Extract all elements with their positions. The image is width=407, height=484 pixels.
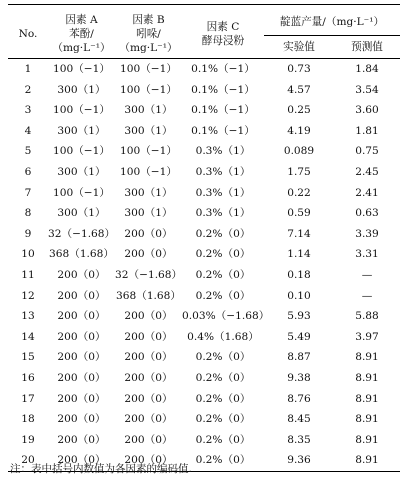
predicted-value: 3.60 [355,104,379,117]
header-predicted-label: 预测值 [351,41,383,53]
row-number: 13 [21,310,35,323]
row-number: 15 [21,351,35,364]
table-row [8,347,400,368]
factor-a-value: 100（−1） [52,145,111,158]
experimental-value: 0.18 [287,268,311,281]
table-row [8,389,400,410]
factor-b-value: 32（−1.68） [115,268,183,281]
predicted-value: 8.91 [355,454,379,467]
header-factor-a [48,5,115,59]
table-row [8,430,400,451]
predicted-value: 8.91 [355,413,379,426]
factor-c-value: 0.2%（0） [195,392,251,405]
experimental-value: 0.25 [287,104,311,117]
header-factor-b [115,5,182,59]
row-number: 10 [21,248,35,261]
table-row [8,327,400,348]
factor-b-value: 200（0） [124,351,173,364]
predicted-value: 3.97 [355,330,379,343]
row-number: 19 [21,433,35,446]
factor-a-value: 300（1） [57,124,106,137]
experimental-value: 0.089 [283,145,315,158]
table-row [8,183,400,204]
factor-c-value: 0.1%（−1） [191,124,255,137]
row-number: 3 [24,104,32,117]
row-number: 16 [21,371,35,384]
factor-c-value: 0.2%（0） [195,227,251,240]
table-body [8,59,400,472]
predicted-value: 0.63 [355,207,379,220]
header-no-label: No. [18,27,38,40]
factor-a-value: 200（0） [57,371,106,384]
row-number: 11 [21,268,35,281]
row-number: 4 [24,124,32,137]
factor-a-value: 200（0） [57,289,106,302]
row-number: 5 [24,145,32,158]
factor-c-value: 0.03%（−1.68） [182,310,270,323]
experimental-value: 4.19 [287,124,311,137]
table-row [8,121,400,142]
header-factor-c-substance: 酵母浸粉 [201,34,245,47]
factor-c-value: 0.2%（0） [195,454,251,467]
factor-b-value: 300（1） [124,124,173,137]
header-factor-c [182,5,264,59]
factor-b-value: 200（0） [124,454,173,467]
experimental-value: 1.14 [287,248,311,261]
experimental-value: 9.36 [287,454,311,467]
factor-b-value: 100（−1） [119,83,178,96]
experimental-value: 1.75 [287,165,311,178]
factor-b-value: 100（−1） [119,63,178,75]
predicted-value: — [361,268,373,281]
experiment-table [8,4,400,472]
factor-b-value: 200（0） [124,413,173,426]
row-number: 20 [21,454,35,467]
factor-a-value: 300（1） [57,83,106,96]
factor-c-value: 0.3%（1） [195,165,251,178]
table-row [8,244,400,265]
factor-b-value: 300（1） [124,104,173,117]
table-row [8,59,400,80]
table-row [8,162,400,183]
header-factor-b-unit: （mg·L⁻¹） [119,41,178,54]
row-number: 6 [24,165,32,178]
table-row [8,409,400,430]
factor-b-value: 200（0） [124,227,173,240]
row-number: 1 [24,63,32,75]
factor-a-value: 200（0） [57,413,106,426]
factor-a-value: 200（0） [57,330,106,343]
factor-c-value: 0.2%（0） [195,268,251,281]
factor-a-value: 300（1） [57,165,106,178]
predicted-value: 2.45 [355,165,379,178]
factor-c-value: 0.2%（0） [195,289,251,302]
header-factor-b-name: 因素 B [132,13,165,26]
factor-b-value: 200（0） [124,310,173,323]
factor-c-value: 0.2%（0） [195,351,251,364]
row-number: 2 [24,83,32,96]
experimental-value: 7.14 [287,227,311,240]
factor-b-value: 200（0） [124,392,173,405]
predicted-value: 5.88 [355,310,379,323]
factor-a-value: 300（1） [57,207,106,220]
factor-a-value: 200（0） [57,310,106,323]
header-indigo-yield-label: 靛蓝产量/（mg·L⁻¹） [279,16,385,28]
predicted-value: 1.84 [355,63,379,75]
factor-c-value: 0.2%（0） [195,371,251,384]
factor-a-value: 200（0） [57,454,106,467]
factor-b-value: 200（0） [124,371,173,384]
factor-b-value: 300（1） [124,186,173,199]
experimental-value: 5.93 [287,310,311,323]
experimental-value: 8.76 [287,392,311,405]
factor-c-value: 0.1%（−1） [191,63,255,75]
table-row [8,141,400,162]
factor-b-value: 200（0） [124,433,173,446]
header-indigo-yield [264,5,400,36]
header-factor-a-substance: 苯酚/ [69,27,94,40]
experimental-value: 0.59 [287,207,311,220]
factor-c-value: 0.2%（0） [195,413,251,426]
experimental-value: 0.10 [287,289,311,302]
row-number: 17 [21,392,35,405]
factor-c-value: 0.2%（0） [195,248,251,261]
header-factor-c-name: 因素 C [206,20,240,33]
factor-b-value: 368（1.68） [116,289,181,302]
table-row [8,100,400,121]
factor-a-value: 100（−1） [52,104,111,117]
factor-c-value: 0.3%（1） [195,145,251,158]
row-number: 12 [21,289,35,302]
header-factor-a-name: 因素 A [65,13,98,26]
table-row [8,203,400,224]
factor-a-value: 200（0） [57,268,106,281]
header-experimental-label: 实验值 [283,41,315,53]
predicted-value: 1.81 [355,124,379,137]
header-experimental [264,36,334,59]
table-row [8,368,400,389]
table-row [8,306,400,327]
experimental-value: 0.73 [287,63,311,75]
factor-c-value: 0.3%（1） [195,186,251,199]
table-header [8,5,400,59]
predicted-value: 2.41 [355,186,379,199]
table-note: 注：表中括号内数值为各因素的编码值. [10,463,192,475]
predicted-value: 3.54 [355,83,379,96]
row-number: 9 [24,227,32,240]
header-factor-a-unit: （mg·L⁻¹） [52,41,111,54]
header-no [8,5,48,59]
row-number: 7 [24,186,32,199]
factor-c-value: 0.1%（−1） [191,83,255,96]
experimental-value: 9.38 [287,371,311,384]
factor-c-value: 0.4%（1.68） [187,330,259,343]
table-row [8,286,400,307]
factor-c-value: 0.3%（1） [195,207,251,220]
experimental-value: 8.45 [287,413,311,426]
factor-b-value: 200（0） [124,248,173,261]
factor-a-value: 368（1.68） [49,248,114,261]
experimental-value: 0.22 [287,186,311,199]
table-row [8,80,400,101]
factor-b-value: 200（0） [124,330,173,343]
predicted-value: 8.91 [355,392,379,405]
predicted-value: 8.91 [355,371,379,384]
factor-b-value: 100（−1） [119,165,178,178]
row-number: 18 [21,413,35,426]
factor-a-value: 200（0） [57,392,106,405]
predicted-value: 0.75 [355,145,379,158]
row-number: 8 [24,207,32,220]
predicted-value: — [361,289,373,302]
factor-a-value: 200（0） [57,433,106,446]
factor-c-value: 0.1%（−1） [191,104,255,117]
factor-a-value: 100（−1） [52,63,111,75]
table-row [8,265,400,286]
factor-c-value: 0.2%（0） [195,433,251,446]
table-row [8,224,400,245]
experimental-value: 5.49 [287,330,311,343]
predicted-value: 8.91 [355,351,379,364]
experimental-value: 8.35 [287,433,311,446]
header-predicted [334,36,400,59]
row-number: 14 [21,330,35,343]
predicted-value: 3.31 [355,248,379,261]
factor-b-value: 100（−1） [119,145,178,158]
factor-b-value: 300（1） [124,207,173,220]
header-factor-b-substance: 吲哚/ [136,27,161,40]
factor-a-value: 32（−1.68） [48,227,116,240]
predicted-value: 3.39 [355,227,379,240]
factor-a-value: 100（−1） [52,186,111,199]
factor-a-value: 200（0） [57,351,106,364]
experimental-value: 4.57 [287,83,311,96]
predicted-value: 8.91 [355,433,379,446]
experimental-value: 8.87 [287,351,311,364]
